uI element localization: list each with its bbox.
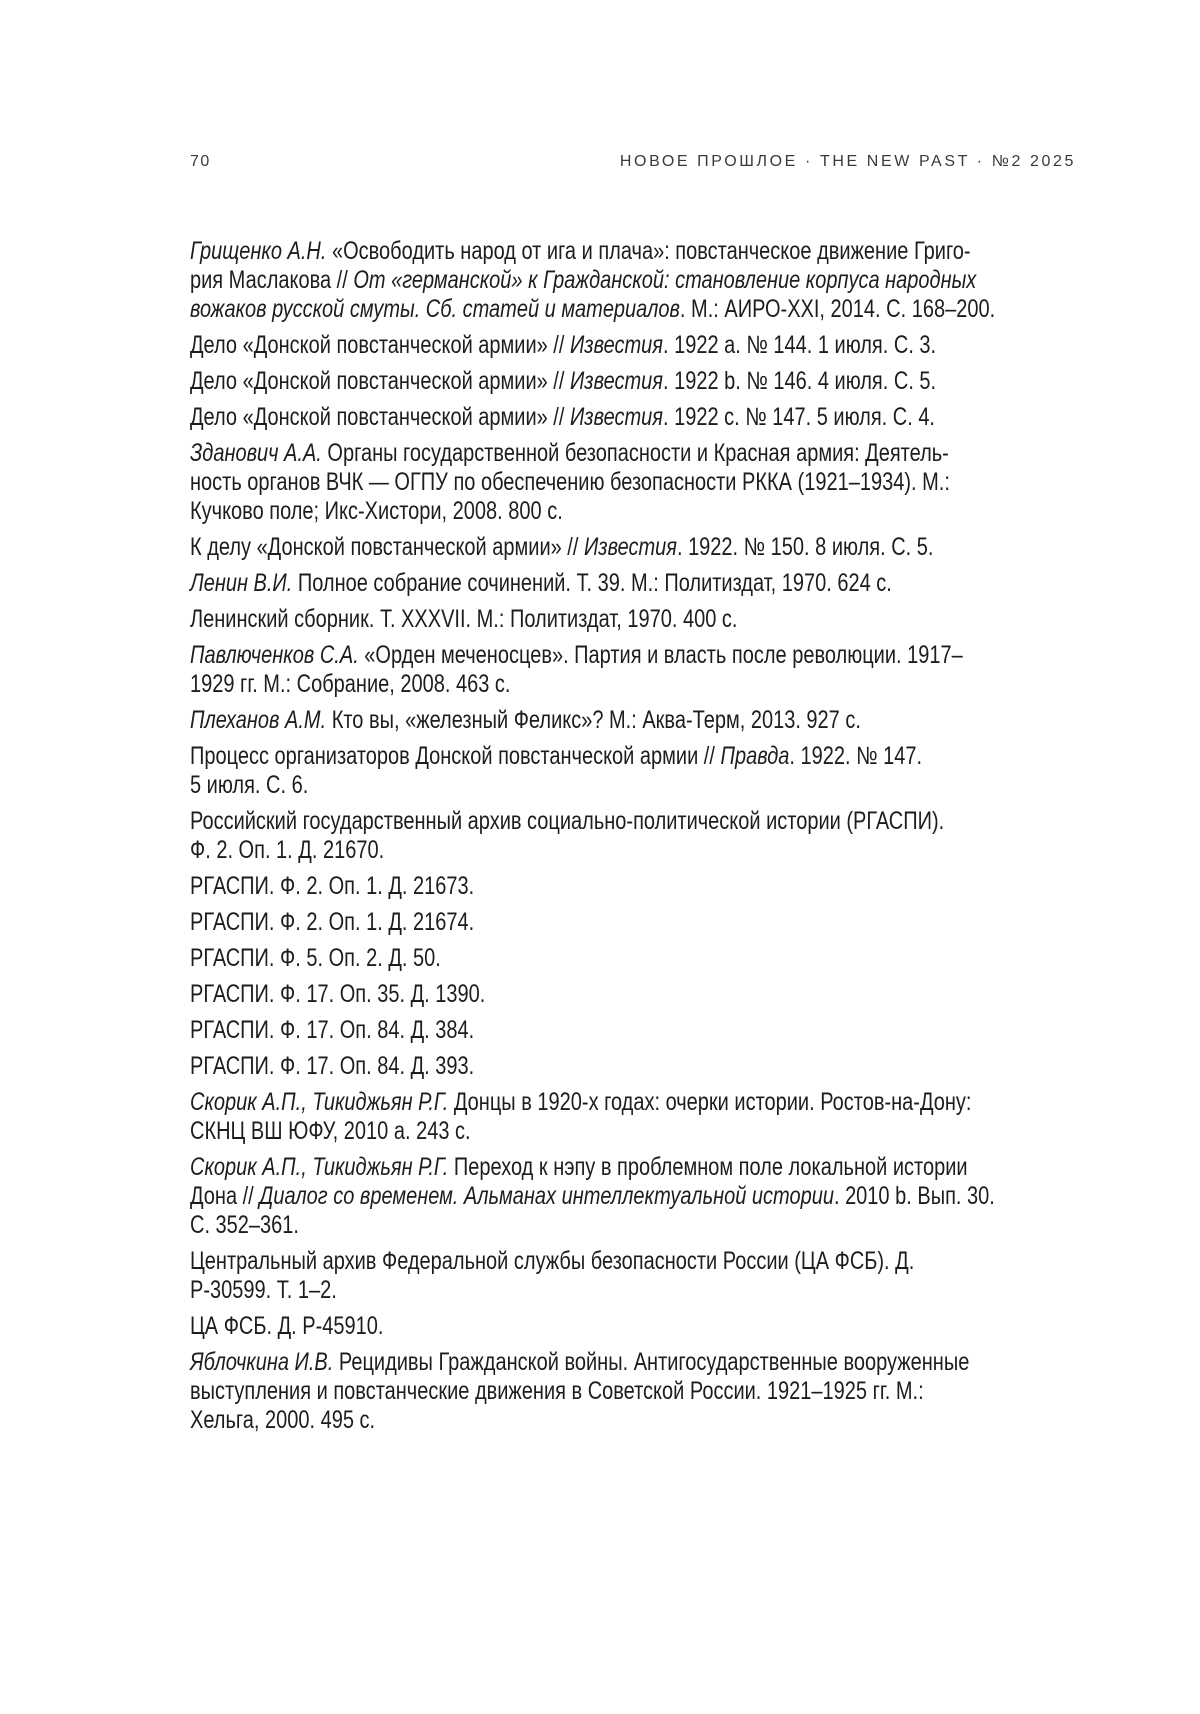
reference-line: Ленинский сборник. Т. XXXVII. М.: Политиздат, 1970. 400 с. [190, 605, 738, 633]
reference-line: 1929 гг. М.: Собрание, 2008. 463 с. [190, 670, 511, 698]
reference-line: ЦА ФСБ. Д. Р-45910. [190, 1312, 384, 1340]
reference-entry [190, 569, 1006, 598]
reference-line: РГАСПИ. Ф. 2. Оп. 1. Д. 21673. [190, 872, 475, 900]
reference-line: ность органов ВЧК — ОГПУ по обеспечению безопасности РККА (1921–1934). М.: [190, 468, 950, 496]
reference-entry [190, 533, 1006, 562]
reference-entry [190, 237, 1006, 324]
reference-line: РГАСПИ. Ф. 17. Оп. 84. Д. 393. [190, 1052, 475, 1080]
reference-line: Дело «Донской повстанческой армии» // Известия. 1922 c. № 147. 5 июля. С. 4. [190, 403, 935, 431]
reference-entry [190, 1312, 1006, 1341]
reference-entry [190, 872, 1006, 901]
reference-entry [190, 1153, 1006, 1240]
reference-line: 5 июля. С. 6. [190, 771, 309, 799]
reference-line: СКНЦ ВШ ЮФУ, 2010 a. 243 с. [190, 1117, 471, 1145]
references-list [190, 237, 1006, 1442]
reference-line: Грищенко А.Н. «Освободить народ от ига и плача»: повстанческое движение Григо- [190, 237, 971, 265]
page-header [190, 153, 1076, 171]
reference-line: Ленин В.И. Полное собрание сочинений. Т. 39. М.: Политиздат, 1970. 624 с. [190, 569, 892, 597]
reference-line: Павлюченков С.А. «Орден меченосцев». Партия и власть после революции. 1917– [190, 641, 963, 669]
reference-line: Плеханов А.М. Кто вы, «железный Феликс»? М.: Аква-Терм, 2013. 927 с. [190, 706, 861, 734]
reference-line: РГАСПИ. Ф. 17. Оп. 84. Д. 384. [190, 1016, 475, 1044]
reference-entry [190, 439, 1006, 526]
reference-line: К делу «Донской повстанческой армии» // Известия. 1922. № 150. 8 июля. С. 5. [190, 533, 934, 561]
reference-entry [190, 742, 1006, 800]
reference-line: Дона // Диалог со временем. Альманах интеллектуальной истории. 2010 b. Вып. 30. [190, 1182, 995, 1210]
reference-entry [190, 908, 1006, 937]
reference-entry [190, 403, 1006, 432]
reference-entry [190, 706, 1006, 735]
reference-entry [190, 807, 1006, 865]
reference-line: РГАСПИ. Ф. 2. Оп. 1. Д. 21674. [190, 908, 475, 936]
reference-line: рия Маслакова // От «германской» к Гражданской: становление корпуса народных [190, 266, 977, 294]
reference-entry [190, 1088, 1006, 1146]
reference-line: Скорик А.П., Тикиджьян Р.Г. Переход к нэпу в проблемном поле локальной истории [190, 1153, 968, 1181]
reference-line: С. 352–361. [190, 1211, 299, 1239]
reference-entry [190, 1052, 1006, 1081]
reference-line: Дело «Донской повстанческой армии» // Известия. 1922 a. № 144. 1 июля. С. 3. [190, 331, 937, 359]
reference-entry [190, 367, 1006, 396]
reference-line: Процесс организаторов Донской повстанческой армии // Правда. 1922. № 147. [190, 742, 923, 770]
journal-title: НОВОЕ ПРОШЛОЕ · THE NEW PAST · №2 2025 [619, 153, 1076, 170]
reference-entry [190, 641, 1006, 699]
reference-line: Центральный архив Федеральной службы безопасности России (ЦА ФСБ). Д. [190, 1247, 915, 1275]
reference-line: РГАСПИ. Ф. 17. Оп. 35. Д. 1390. [190, 980, 486, 1008]
reference-entry [190, 944, 1006, 973]
reference-line: Р-30599. Т. 1–2. [190, 1276, 337, 1304]
reference-entry [190, 605, 1006, 634]
reference-entry [190, 1016, 1006, 1045]
reference-line: РГАСПИ. Ф. 5. Оп. 2. Д. 50. [190, 944, 441, 972]
reference-entry [190, 1247, 1006, 1305]
reference-line: Российский государственный архив социально-политической истории (РГАСПИ). [190, 807, 945, 835]
reference-line: Ф. 2. Оп. 1. Д. 21670. [190, 836, 385, 864]
reference-entry [190, 1348, 1006, 1435]
reference-line: Скорик А.П., Тикиджьян Р.Г. Донцы в 1920-х годах: очерки истории. Ростов-на-Дону: [190, 1088, 972, 1116]
reference-entry [190, 980, 1006, 1009]
reference-line: Яблочкина И.В. Рецидивы Гражданской войны. Антигосударственные вооруженные [190, 1348, 970, 1376]
page-number: 70 [190, 153, 211, 170]
reference-line: Зданович А.А. Органы государственной безопасности и Красная армия: Деятель- [190, 439, 949, 467]
reference-line: вожаков русской смуты. Сб. статей и материалов. М.: АИРО-XXI, 2014. С. 168–200. [190, 295, 996, 323]
reference-entry [190, 331, 1006, 360]
reference-line: Хельга, 2000. 495 с. [190, 1406, 376, 1434]
reference-line: Дело «Донской повстанческой армии» // Известия. 1922 b. № 146. 4 июля. С. 5. [190, 367, 937, 395]
reference-line: Кучково поле; Икс-Хистори, 2008. 800 с. [190, 497, 563, 525]
reference-line: выступления и повстанческие движения в Советской России. 1921–1925 гг. М.: [190, 1377, 924, 1405]
